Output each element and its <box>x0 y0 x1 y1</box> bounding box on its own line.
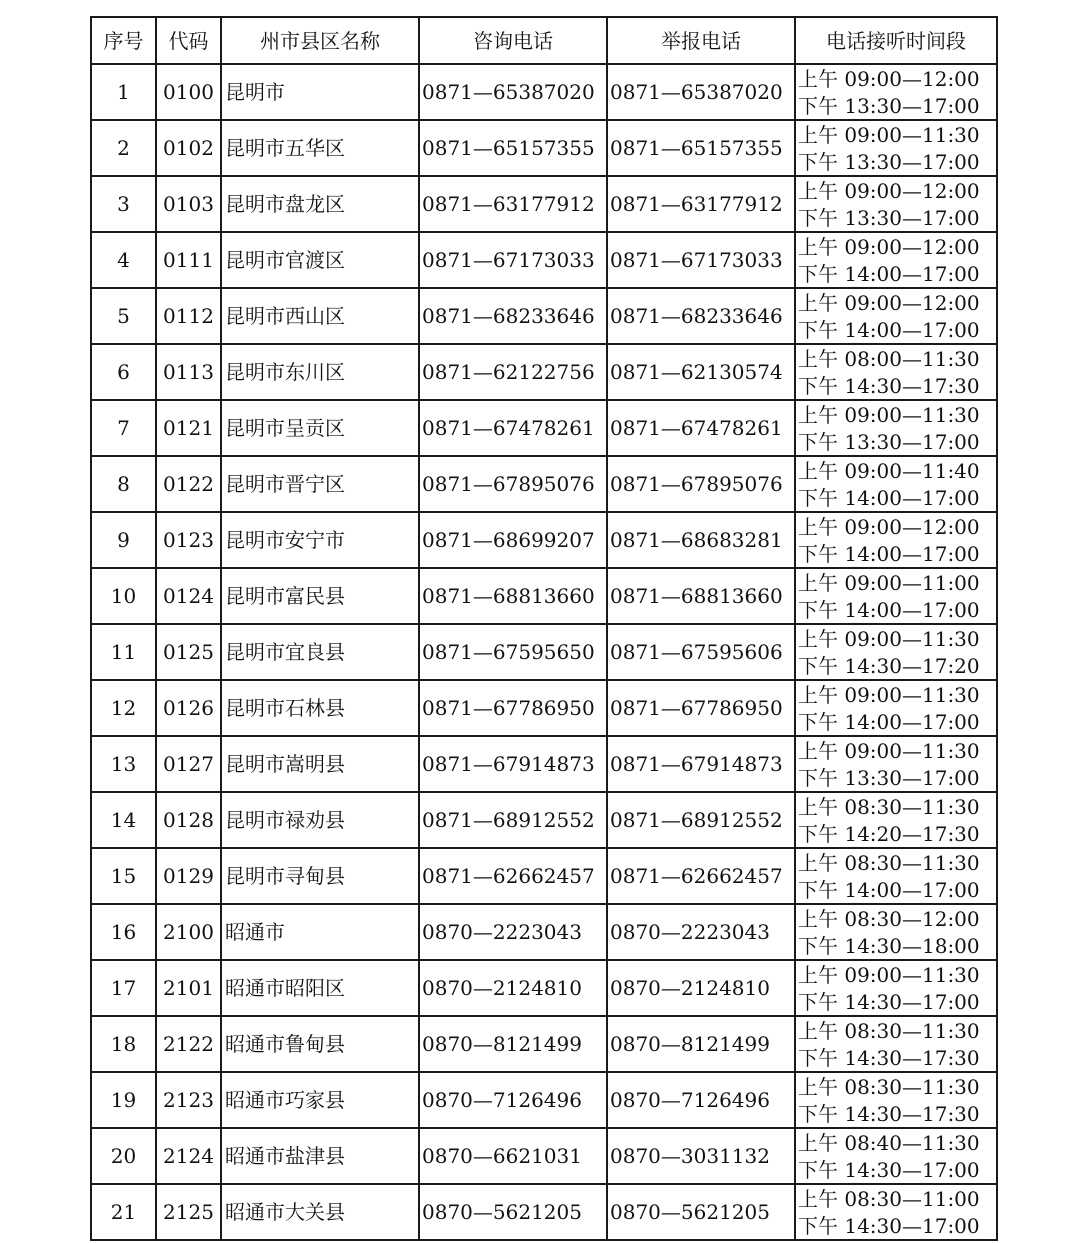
cell-code: 2123 <box>156 1072 221 1128</box>
morning-hours: 上午 08:30—11:30 <box>798 1019 980 1043</box>
cell-serial-number: 20 <box>91 1128 156 1184</box>
table-row <box>91 568 997 624</box>
cell-answer-hours <box>795 232 997 288</box>
cell-region-name: 昆明市安宁市 <box>221 512 419 568</box>
cell-report-phone: 0871—65157355 <box>607 120 795 176</box>
cell-report-phone: 0871—68233646 <box>607 288 795 344</box>
cell-code: 2100 <box>156 904 221 960</box>
cell-region-name: 昆明市东川区 <box>221 344 419 400</box>
afternoon-hours: 下午 13:30—17:00 <box>798 94 980 118</box>
cell-code: 0128 <box>156 792 221 848</box>
cell-report-phone: 0870—2223043 <box>607 904 795 960</box>
cell-report-phone: 0871—67595606 <box>607 624 795 680</box>
morning-hours: 上午 09:00—12:00 <box>798 179 980 203</box>
table-row <box>91 512 997 568</box>
cell-answer-hours <box>795 120 997 176</box>
cell-region-name: 昆明市宜良县 <box>221 624 419 680</box>
cell-code: 2124 <box>156 1128 221 1184</box>
cell-report-phone: 0870—7126496 <box>607 1072 795 1128</box>
table-row <box>91 176 997 232</box>
cell-consult-phone: 0870—6621031 <box>419 1128 607 1184</box>
cell-code: 2101 <box>156 960 221 1016</box>
afternoon-hours: 下午 14:30—17:00 <box>798 1158 980 1182</box>
afternoon-hours: 下午 13:30—17:00 <box>798 150 980 174</box>
afternoon-hours: 下午 14:30—17:30 <box>798 1046 980 1070</box>
cell-consult-phone: 0871—67478261 <box>419 400 607 456</box>
morning-hours: 上午 08:30—11:30 <box>798 1075 980 1099</box>
morning-hours: 上午 09:00—11:00 <box>798 571 980 595</box>
cell-answer-hours <box>795 1184 997 1240</box>
morning-hours: 上午 09:00—11:30 <box>798 739 980 763</box>
cell-report-phone: 0871—68683281 <box>607 512 795 568</box>
cell-consult-phone: 0871—68233646 <box>419 288 607 344</box>
table-row <box>91 344 997 400</box>
cell-consult-phone: 0871—67914873 <box>419 736 607 792</box>
cell-region-name: 昆明市西山区 <box>221 288 419 344</box>
cell-region-name: 昆明市 <box>221 64 419 120</box>
cell-consult-phone: 0870—8121499 <box>419 1016 607 1072</box>
cell-region-name: 昆明市石林县 <box>221 680 419 736</box>
afternoon-hours: 下午 14:30—17:20 <box>798 654 980 678</box>
cell-consult-phone: 0871—63177912 <box>419 176 607 232</box>
header-code: 代码 <box>156 17 221 64</box>
morning-hours: 上午 09:00—11:30 <box>798 403 980 427</box>
cell-consult-phone: 0871—67895076 <box>419 456 607 512</box>
afternoon-hours: 下午 13:30—17:00 <box>798 430 980 454</box>
cell-serial-number: 13 <box>91 736 156 792</box>
cell-code: 0111 <box>156 232 221 288</box>
afternoon-hours: 下午 14:30—18:00 <box>798 934 980 958</box>
table-row <box>91 1184 997 1240</box>
cell-code: 0129 <box>156 848 221 904</box>
cell-consult-phone: 0871—62122756 <box>419 344 607 400</box>
morning-hours: 上午 09:00—12:00 <box>798 291 980 315</box>
cell-report-phone: 0871—63177912 <box>607 176 795 232</box>
cell-report-phone: 0871—68813660 <box>607 568 795 624</box>
cell-code: 0127 <box>156 736 221 792</box>
cell-serial-number: 15 <box>91 848 156 904</box>
cell-code: 0102 <box>156 120 221 176</box>
cell-consult-phone: 0870—7126496 <box>419 1072 607 1128</box>
cell-code: 0103 <box>156 176 221 232</box>
cell-serial-number: 7 <box>91 400 156 456</box>
table-row <box>91 64 997 120</box>
header-serial-number: 序号 <box>91 17 156 64</box>
cell-report-phone: 0871—67895076 <box>607 456 795 512</box>
table-row <box>91 848 997 904</box>
cell-answer-hours <box>795 792 997 848</box>
afternoon-hours: 下午 14:00—17:00 <box>798 710 980 734</box>
cell-consult-phone: 0871—65157355 <box>419 120 607 176</box>
cell-region-name: 昆明市富民县 <box>221 568 419 624</box>
cell-report-phone: 0871—62130574 <box>607 344 795 400</box>
table-row <box>91 1072 997 1128</box>
cell-serial-number: 12 <box>91 680 156 736</box>
cell-report-phone: 0870—3031132 <box>607 1128 795 1184</box>
cell-answer-hours <box>795 624 997 680</box>
cell-serial-number: 1 <box>91 64 156 120</box>
cell-code: 0126 <box>156 680 221 736</box>
table-row <box>91 680 997 736</box>
cell-answer-hours <box>795 64 997 120</box>
cell-region-name: 昭通市 <box>221 904 419 960</box>
morning-hours: 上午 09:00—12:00 <box>798 67 980 91</box>
cell-report-phone: 0871—65387020 <box>607 64 795 120</box>
morning-hours: 上午 08:30—11:30 <box>798 851 980 875</box>
cell-code: 0122 <box>156 456 221 512</box>
contact-phone-table <box>90 16 998 1241</box>
cell-consult-phone: 0870—5621205 <box>419 1184 607 1240</box>
afternoon-hours: 下午 13:30—17:00 <box>798 206 980 230</box>
header-region-name: 州市县区名称 <box>221 17 419 64</box>
morning-hours: 上午 09:00—11:30 <box>798 683 980 707</box>
cell-serial-number: 9 <box>91 512 156 568</box>
cell-consult-phone: 0871—62662457 <box>419 848 607 904</box>
cell-consult-phone: 0871—65387020 <box>419 64 607 120</box>
cell-serial-number: 17 <box>91 960 156 1016</box>
table-row <box>91 736 997 792</box>
header-report-phone: 举报电话 <box>607 17 795 64</box>
afternoon-hours: 下午 14:00—17:00 <box>798 598 980 622</box>
table-row <box>91 400 997 456</box>
table-row <box>91 904 997 960</box>
cell-consult-phone: 0871—68912552 <box>419 792 607 848</box>
cell-region-name: 昆明市寻甸县 <box>221 848 419 904</box>
cell-answer-hours <box>795 1128 997 1184</box>
cell-answer-hours <box>795 400 997 456</box>
table-row <box>91 792 997 848</box>
cell-region-name: 昆明市五华区 <box>221 120 419 176</box>
table-row <box>91 624 997 680</box>
cell-region-name: 昆明市呈贡区 <box>221 400 419 456</box>
afternoon-hours: 下午 14:30—17:00 <box>798 1214 980 1238</box>
cell-report-phone: 0870—5621205 <box>607 1184 795 1240</box>
morning-hours: 上午 09:00—12:00 <box>798 235 980 259</box>
afternoon-hours: 下午 14:00—17:00 <box>798 486 980 510</box>
cell-region-name: 昭通市鲁甸县 <box>221 1016 419 1072</box>
afternoon-hours: 下午 14:30—17:00 <box>798 990 980 1014</box>
table-body <box>91 64 997 1240</box>
table-row <box>91 456 997 512</box>
cell-code: 0124 <box>156 568 221 624</box>
cell-region-name: 昆明市官渡区 <box>221 232 419 288</box>
cell-serial-number: 14 <box>91 792 156 848</box>
cell-answer-hours <box>795 736 997 792</box>
cell-code: 2125 <box>156 1184 221 1240</box>
cell-serial-number: 8 <box>91 456 156 512</box>
cell-consult-phone: 0870—2223043 <box>419 904 607 960</box>
table-header-row <box>91 17 997 64</box>
morning-hours: 上午 09:00—11:30 <box>798 627 980 651</box>
cell-answer-hours <box>795 904 997 960</box>
cell-answer-hours <box>795 288 997 344</box>
cell-answer-hours <box>795 568 997 624</box>
cell-answer-hours <box>795 1016 997 1072</box>
afternoon-hours: 下午 14:00—17:00 <box>798 542 980 566</box>
cell-serial-number: 21 <box>91 1184 156 1240</box>
cell-region-name: 昆明市盘龙区 <box>221 176 419 232</box>
cell-report-phone: 0871—67173033 <box>607 232 795 288</box>
cell-answer-hours <box>795 176 997 232</box>
cell-region-name: 昭通市大关县 <box>221 1184 419 1240</box>
cell-serial-number: 3 <box>91 176 156 232</box>
cell-serial-number: 11 <box>91 624 156 680</box>
morning-hours: 上午 08:00—11:30 <box>798 347 980 371</box>
cell-serial-number: 5 <box>91 288 156 344</box>
cell-consult-phone: 0871—68813660 <box>419 568 607 624</box>
afternoon-hours: 下午 14:30—17:30 <box>798 374 980 398</box>
cell-region-name: 昆明市禄劝县 <box>221 792 419 848</box>
cell-serial-number: 2 <box>91 120 156 176</box>
cell-answer-hours <box>795 848 997 904</box>
table-row <box>91 960 997 1016</box>
cell-answer-hours <box>795 960 997 1016</box>
morning-hours: 上午 08:30—12:00 <box>798 907 980 931</box>
header-answer-hours: 电话接听时间段 <box>795 17 997 64</box>
morning-hours: 上午 09:00—11:30 <box>798 963 980 987</box>
morning-hours: 上午 08:30—11:30 <box>798 795 980 819</box>
cell-consult-phone: 0871—68699207 <box>419 512 607 568</box>
cell-answer-hours <box>795 680 997 736</box>
cell-consult-phone: 0870—2124810 <box>419 960 607 1016</box>
cell-report-phone: 0871—67478261 <box>607 400 795 456</box>
cell-code: 0125 <box>156 624 221 680</box>
cell-serial-number: 6 <box>91 344 156 400</box>
cell-serial-number: 10 <box>91 568 156 624</box>
cell-consult-phone: 0871—67173033 <box>419 232 607 288</box>
table-row <box>91 120 997 176</box>
table-row <box>91 288 997 344</box>
cell-serial-number: 4 <box>91 232 156 288</box>
cell-answer-hours <box>795 1072 997 1128</box>
table-row <box>91 1128 997 1184</box>
cell-report-phone: 0870—2124810 <box>607 960 795 1016</box>
cell-consult-phone: 0871—67786950 <box>419 680 607 736</box>
cell-code: 0100 <box>156 64 221 120</box>
cell-serial-number: 16 <box>91 904 156 960</box>
morning-hours: 上午 09:00—11:40 <box>798 459 980 483</box>
cell-code: 2122 <box>156 1016 221 1072</box>
afternoon-hours: 下午 14:00—17:00 <box>798 878 980 902</box>
header-consult-phone: 咨询电话 <box>419 17 607 64</box>
afternoon-hours: 下午 14:00—17:00 <box>798 318 980 342</box>
cell-code: 0121 <box>156 400 221 456</box>
cell-report-phone: 0871—67914873 <box>607 736 795 792</box>
cell-code: 0123 <box>156 512 221 568</box>
cell-code: 0112 <box>156 288 221 344</box>
morning-hours: 上午 09:00—11:30 <box>798 123 980 147</box>
cell-report-phone: 0871—67786950 <box>607 680 795 736</box>
cell-report-phone: 0871—68912552 <box>607 792 795 848</box>
afternoon-hours: 下午 14:00—17:00 <box>798 262 980 286</box>
cell-region-name: 昆明市晋宁区 <box>221 456 419 512</box>
cell-region-name: 昭通市巧家县 <box>221 1072 419 1128</box>
cell-consult-phone: 0871—67595650 <box>419 624 607 680</box>
morning-hours: 上午 09:00—12:00 <box>798 515 980 539</box>
table-row <box>91 1016 997 1072</box>
cell-region-name: 昆明市嵩明县 <box>221 736 419 792</box>
cut-off-title-strip <box>0 0 1080 14</box>
cell-serial-number: 19 <box>91 1072 156 1128</box>
cell-serial-number: 18 <box>91 1016 156 1072</box>
afternoon-hours: 下午 14:20—17:30 <box>798 822 980 846</box>
cell-answer-hours <box>795 512 997 568</box>
afternoon-hours: 下午 14:30—17:30 <box>798 1102 980 1126</box>
table-row <box>91 232 997 288</box>
cell-code: 0113 <box>156 344 221 400</box>
afternoon-hours: 下午 13:30—17:00 <box>798 766 980 790</box>
morning-hours: 上午 08:30—11:00 <box>798 1187 980 1211</box>
cell-region-name: 昭通市盐津县 <box>221 1128 419 1184</box>
cell-region-name: 昭通市昭阳区 <box>221 960 419 1016</box>
cell-answer-hours <box>795 456 997 512</box>
morning-hours: 上午 08:40—11:30 <box>798 1131 980 1155</box>
cell-report-phone: 0870—8121499 <box>607 1016 795 1072</box>
cell-answer-hours <box>795 344 997 400</box>
cell-report-phone: 0871—62662457 <box>607 848 795 904</box>
